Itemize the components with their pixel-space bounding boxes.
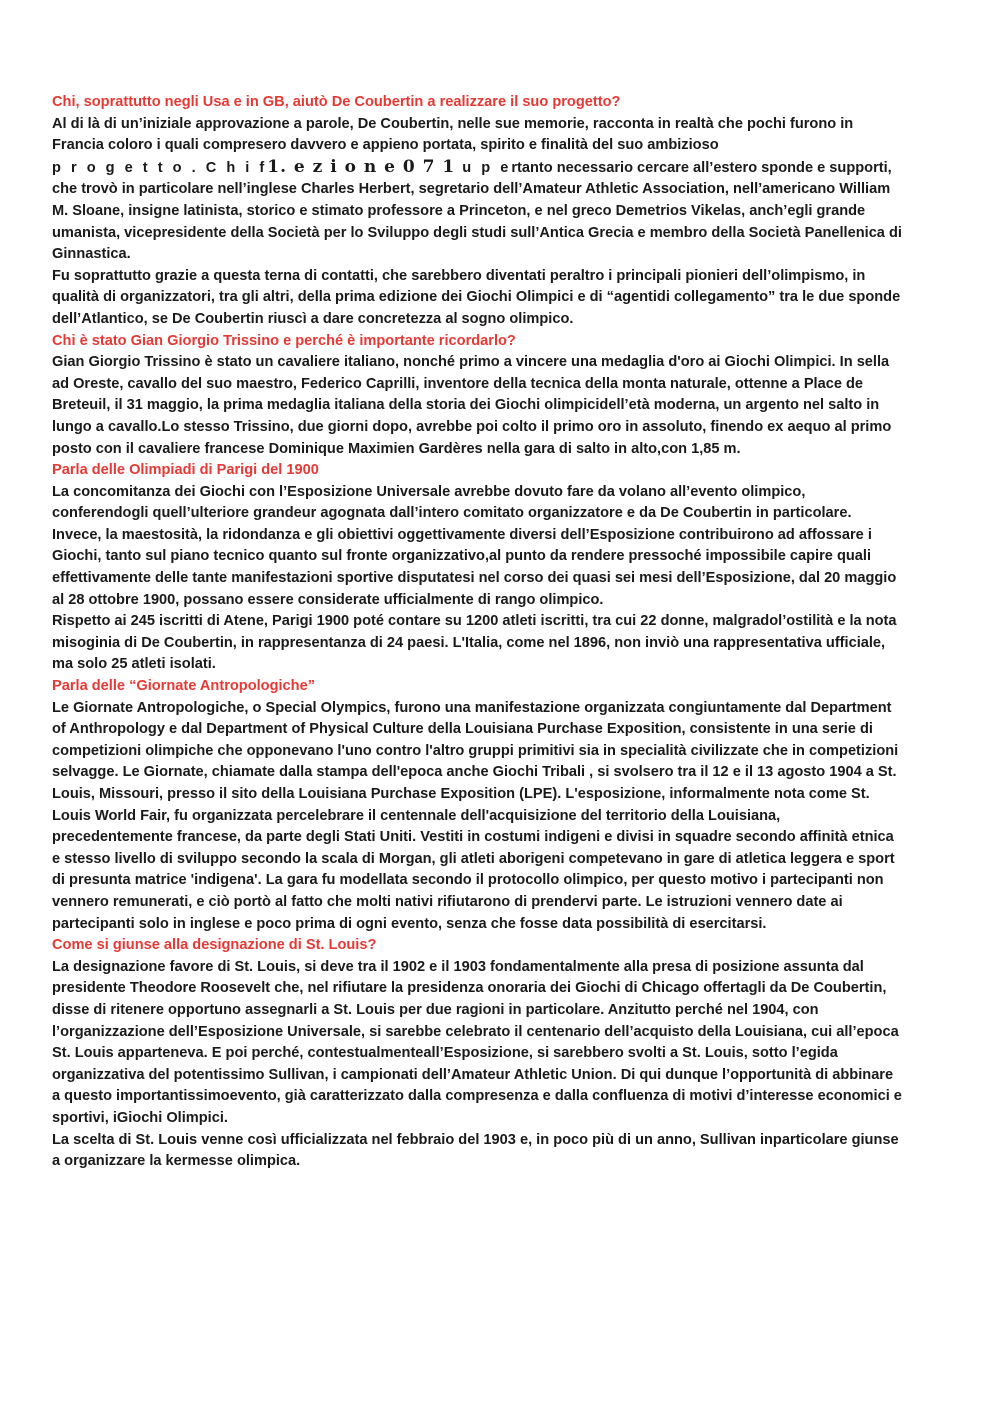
- document-body: [52, 92, 902, 1173]
- section-heading: Chi è stato Gian Giorgio Trissino e perché è importante ricordarlo?: [52, 332, 516, 349]
- garbled-text: p r o g e t t o . C h i f: [52, 159, 268, 176]
- paragraph: Rispetto ai 245 iscritti di Atene, Parigi 1900 poté contare su 1200 atleti iscritti, tra cui 22 donne, malgradol’ostilità e la nota misoginia di De Coubertin, in rappresentanza di 24 paesi. L'Italia, come nel 1896, non inviò una rappresentativa ufficiale, ma solo 25 atleti isolati.: [52, 613, 897, 673]
- overlapping-text: 1. e z i o n e 0 7 1: [267, 156, 456, 177]
- section-heading: Chi, soprattutto negli Usa e in GB, aiutò De Coubertin a realizzare il suo progetto?: [52, 94, 621, 110]
- section-heading: Parla delle “Giornate Antropologiche”: [52, 678, 316, 695]
- paragraph: La concomitanza dei Giochi con l’Esposizione Universale avrebbe dovuto fare da volano all’evento olimpico, conferendogli quell’ulteriore grandeur agognata dall’intero comitato organizzatore e da De Coubertin in particolare. Invece, la maestosità, la ridondanza e gli obiettivi oggettivamente diversi dell’Esposizione contribuirono ad affossare i Giochi, tanto sul piano tecnico quanto sul fronte organizzativo,al punto da rendere pressoché impossibile capire quali effettivamente delle tante manifestazioni sportive disputatesi nel corso dei quasi sei mesi dell’Esposizione, dal 20 maggio al 28 ottobre 1900, possano essere considerate ufficialmente di rango olimpico.: [52, 483, 897, 608]
- paragraph: Gian Giorgio Trissino è stato un cavaliere italiano, nonché primo a vincere una medaglia d'oro ai Giochi Olimpici. In sella ad Oreste, cavallo del suo maestro, Federico Caprilli, inventore della tecnica della monta naturale, ottenne a Place de Breteuil, il 31 maggio, la prima medaglia italiana della storia dei Giochi olimpicidell’età moderna, un argento nel salto in lungo a cavallo.Lo stesso Trissino, due giorni dopo, avrebbe poi colto il primo oro in assoluto, finendo ex aequo al primo posto con il cavaliere francese Dominique Maximien Gardères nella gara di salto in alto,con 1,85 m.: [52, 354, 892, 457]
- section-heading: Come si giunse alla designazione di St. Louis?: [52, 937, 377, 954]
- paragraph-text: Al di là di un’iniziale approvazione a parole, De Coubertin, nelle sue memorie, racconta in realtà che pochi furono in Francia coloro i quali compresero davvero e appieno portata, spirito e finalità del suo ambizioso: [52, 115, 854, 154]
- paragraph: Fu soprattutto grazie a questa terna di contatti, che sarebbero diventati peraltro i principali pionieri dell’olimpismo, in qualità di organizzatori, tra gli altri, della prima edizione dei Giochi Olimpici e di “agentidi collegamento” tra le due sponde dell’Atlantico, se De Coubertin riuscì a dare concretezza al sogno olimpico.: [52, 267, 901, 327]
- paragraph: [52, 114, 902, 266]
- paragraph: La designazione favore di St. Louis, si deve tra il 1902 e il 1903 fondamentalmente alla presa di posizione assunta dal presidente Theodore Roosevelt che, nel rifiutare la presidenza onoraria dei Giochi di Chicago offertagli da De Coubertin, disse di ritenere opportuno assegnarli a St. Louis per due ragioni in particolare. Anzitutto perché nel 1904, con l’organizzazione dell’Esposizione Universale, si sarebbe celebrato il centenario dell’acquisto della Louisiana, cui all’epoca St. Louis apparteneva. E poi perché, contestualmenteall’Esposizione, si sarebbero svolti a St. Louis, sotto l’egida organizzativa del potentissimo Sullivan, i campionati dell’Amateur Athletic Union. Di qui dunque l’opportunità di abbinare a questo importantissimoevento, già caratterizzato dalla compresenza e dalla confluenza di motivi d’interesse economici e sportivi, iGiochi Olimpici.: [52, 958, 902, 1126]
- garbled-text-mid: u p e: [455, 159, 512, 176]
- section-heading: Parla delle Olimpiadi di Parigi del 1900: [52, 462, 319, 479]
- paragraph: La scelta di St. Louis venne così ufficializzata nel febbraio del 1903 e, in poco più di un anno, Sullivan inparticolare giunse a organizzare la kermesse olimpica.: [52, 1131, 899, 1170]
- paragraph: Le Giornate Antropologiche, o Special Olympics, furono una manifestazione organizzata congiuntamente dal Department of Anthropology e dal Department of Physical Culture della Louisiana Purchase Exposition, consistente in una serie di competizioni olimpiche che opponevano l'uno contro l'altro gruppi primitivi sia in specialità civilizzate che in competizioni selvagge. Le Giornate, chiamate dalla stampa dell'epoca anche Giochi Tribali , si svolsero tra il 12 e il 13 agosto 1904 a St. Louis, Missouri, presso il sito della Louisiana Purchase Exposition (LPE). L'esposizione, informalmente nota come St. Louis World Fair, fu organizzata percelebrare il centennale dell'acquisizione del territorio della Louisiana, precedentemente francese, da parte degli Stati Uniti. Vestiti in costumi indigeni e divisi in squadre secondo affinità etnica e stesso livello di sviluppo secondo la scala di Morgan, gli atleti aborigeni competevano in gare di atletica leggera e sport di presunta matrice 'indigena'. La gara fu modellata secondo il protocollo olimpico, per questo motivo i partecipanti non vennero remunerati, e ciò portò al fatto che molti nativi rifiutarono di prendervi parte. Le istruzioni vennero date ai partecipanti solo in inglese e poco prima di ogni evento, senza che fosse data possibilità di esercitarsi.: [52, 699, 899, 932]
- paragraph-text: Charles Herbert, segretario dell’Amateur Athletic Association, nell’americano William M. Sloane, insigne latinista, storico e stimato professore a Princeton, e nel greco Demetrios Vikelas, anch’egli grande umanista, vicepresidente della Società per lo Sviluppo degli studi sull’Antica Grecia e membro della Società Panellenica di Ginnastica.: [52, 181, 902, 263]
- paragraph-text: rtanto necessario cercare all’estero sponde e supporti, che trovò in particolare nell’inglese: [52, 159, 892, 198]
